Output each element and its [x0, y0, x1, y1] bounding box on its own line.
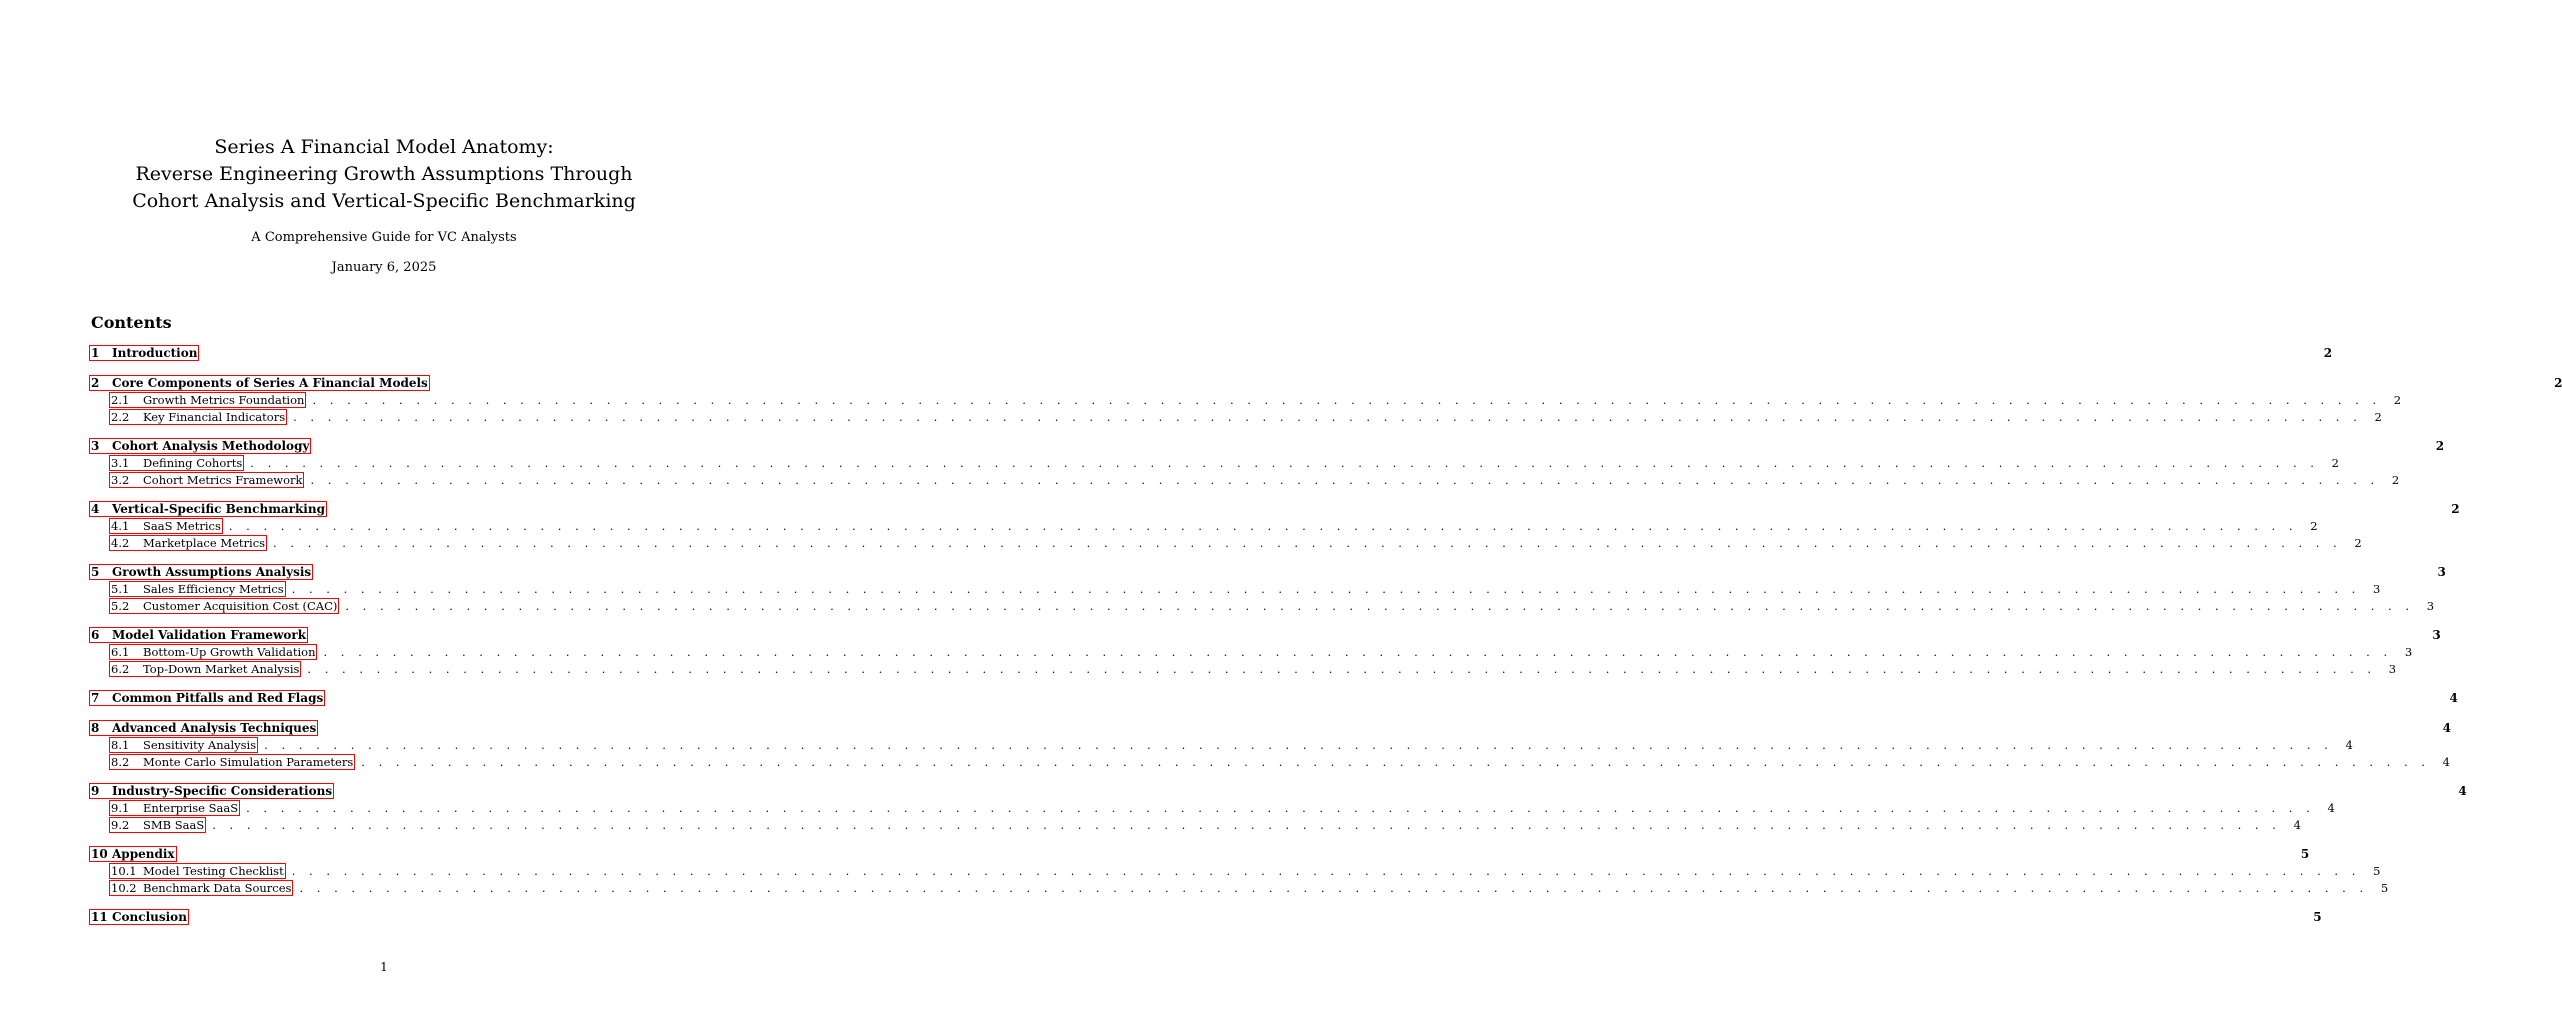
toc-subsection-row — [91, 800, 2335, 817]
title-line-1: Series A Financial Model Anatomy: — [214, 136, 554, 158]
toc-entry-title: Sensitivity Analysis — [143, 738, 257, 753]
toc-entry-number: 2.2 — [111, 409, 130, 424]
toc-subsection-link[interactable] — [109, 472, 304, 488]
toc-page-number: 2 — [2554, 376, 2562, 390]
toc-page-number: 2 — [2391, 472, 2400, 487]
toc-subsection-row — [91, 455, 2339, 472]
toc-entry-title: Benchmark Data Sources — [143, 880, 292, 895]
toc-page-number: 4 — [2449, 691, 2458, 705]
toc-entry-title: Enterprise SaaS — [143, 801, 239, 816]
toc-page-number: 2 — [2435, 439, 2445, 453]
toc-dot-leader: . . . . . . . . . . . . . . . . . . . . . . . . . . . . . . . . . . . . . . . . . . . . . . . . . . . . . . . . . . . . . . . . . . . . . . . . . . . . . . . . . . . . . . . . . . . . . . . . . . . . . . . . . . . . . . . . . . . . . . . . — [212, 817, 2281, 832]
toc-entry-title: Core Components of Series A Financial Models — [112, 376, 428, 390]
toc-subsection-link[interactable] — [109, 598, 339, 614]
toc-section-link[interactable] — [89, 345, 199, 361]
title-line-3: Cohort Analysis and Vertical-Specific Benchmarking — [132, 190, 636, 212]
contents-heading: Contents — [91, 313, 172, 332]
toc-page-number: 2 — [2323, 346, 2333, 360]
toc-subsection-link[interactable] — [109, 880, 293, 896]
toc-subsection-link[interactable] — [109, 392, 306, 408]
toc-section-block — [91, 845, 2389, 896]
toc-subsection-row — [91, 535, 2362, 552]
toc-section-link[interactable] — [89, 720, 318, 736]
toc-entry-title: Defining Cohorts — [143, 456, 243, 471]
toc-dot-leader: . . . . . . . . . . . . . . . . . . . . . . . . . . . . . . . . . . . . . . . . . . . . . . . . . . . . . . . . . . . . . . . . . . . . . . . . . . . . . . . . . . . . . . . . . . . . . . . . . . . . . . . . . . . . . . . . . . . . . . . . — [264, 738, 2333, 753]
toc-entry-number: 6.2 — [111, 661, 130, 676]
toc-subsection-link[interactable] — [109, 581, 286, 597]
toc-section-link[interactable] — [89, 501, 327, 517]
toc-entry-number: 3.2 — [111, 472, 130, 487]
toc-subsection-link[interactable] — [109, 661, 301, 677]
toc-entry-title: Cohort Metrics Framework — [143, 472, 303, 487]
toc-entry-title: Marketplace Metrics — [143, 535, 266, 550]
toc-dot-leader: . . . . . . . . . . . . . . . . . . . . . . . . . . . . . . . . . . . . . . . . . . . . . . . . . . . . . . . . . . . . . . . . . . . . . . . . . . . . . . . . . . . . . . . . . . . . . . . . . . . . . . . . . . . . . . . . . . . . . . . . — [228, 519, 2298, 534]
toc-dot-leader: . . . . . . . . . . . . . . . . . . . . . . . . . . . . . . . . . . . . . . . . . . . . . . . . . . . . . . . . . . . . . . . . . . . . . . . . . . . . . . . . . . . . . . . . . . . . . . . . . . . . . . . . . . . . . . . . . . . . . . . . — [246, 801, 2315, 816]
toc-entry-title: Key Financial Indicators — [143, 409, 286, 424]
toc-entry-number: 5.2 — [111, 598, 130, 613]
toc-entry-number: 8.2 — [111, 754, 130, 769]
toc-subsection-row — [91, 661, 2397, 678]
toc-entry-title: SaaS Metrics — [143, 519, 221, 534]
toc-dot-leader: . . . . . . . . . . . . . . . . . . . . . . . . . . . . . . . . . . . . . . . . . . . . . . . . . . . . . . . . . . . . . . . . . . . . . . . . . . . . . . . . . . . . . . . . . . . . . . . . . . . . . . . . . . . . . . . . . . . . . . . . — [299, 880, 2369, 895]
toc-entry-number: 10.2 — [111, 880, 137, 895]
toc-subsection-link[interactable] — [109, 800, 240, 816]
title-line-2: Reverse Engineering Growth Assumptions Through — [135, 163, 633, 185]
toc-section-row — [91, 626, 2441, 644]
toc-page-number: 3 — [2373, 582, 2381, 597]
toc-dot-leader: . . . . . . . . . . . . . . . . . . . . . . . . . . . . . . . . . . . . . . . . . . . . . . . . . . . . . . . . . . . . . . . . . . . . . . . . . . . . . . . . . . . . . . . . . . . . . . . . . . . . . . . . . . . . . . . . . . . . . . . . — [323, 645, 2393, 660]
toc-entry-number: 10.1 — [111, 864, 137, 879]
toc-section-link[interactable] — [89, 564, 313, 580]
toc-page-number: 2 — [2354, 535, 2362, 550]
toc-section-block — [91, 719, 2451, 770]
toc-dot-leader: . . . . . . . . . . . . . . . . . . . . . . . . . . . . . . . . . . . . . . . . . . . . . . . . . . . . . . . . . . . . . . . . . . . . . . . . . . . . . . . . . . . . . . . . . . . . . . . . . . . . . . . . . . . . . . . . . . . . . . . . — [310, 472, 2380, 487]
toc-entry-title: Vertical-Specific Benchmarking — [112, 502, 325, 516]
toc-section-link[interactable] — [89, 438, 311, 454]
toc-subsection-row — [91, 644, 2413, 661]
toc-page-number: 4 — [2442, 754, 2450, 769]
toc-dot-leader: . . . . . . . . . . . . . . . . . . . . . . . . . . . . . . . . . . . . . . . . . . . . . . . . . . . . . . . . . . . . . . . . . . . . . . . . . . . . . . . . . . . . . . . . . . . . . . . . . . . . . . . . . . . . . . . . . . . . . . . . — [291, 582, 2361, 597]
toc-section-row — [91, 908, 2322, 926]
toc-entry-number: 8 — [91, 721, 100, 735]
toc-section-block — [91, 689, 2458, 707]
page-number: 1 — [380, 960, 388, 974]
toc-page-number: 2 — [2331, 456, 2339, 471]
toc-section-link[interactable] — [89, 627, 308, 643]
toc-page-number: 5 — [2300, 847, 2310, 861]
toc-page-number: 3 — [2388, 661, 2397, 676]
toc-dot-leader: . . . . . . . . . . . . . . . . . . . . . . . . . . . . . . . . . . . . . . . . . . . . . . . . . . . . . . . . . . . . . . . . . . . . . . . . . . . . . . . . . . . . . . . . . . . . . . . . . . . . . . . . . . . . . . . . . . . . . . . . — [293, 409, 2362, 424]
toc-entry-number: 9 — [91, 784, 100, 798]
toc-subsection-row — [91, 880, 2389, 897]
toc-section-row — [91, 845, 2310, 863]
toc-page-number: 2 — [2374, 409, 2382, 424]
toc-subsection-link[interactable] — [109, 455, 244, 471]
toc-dot-leader: . . . . . . . . . . . . . . . . . . . . . . . . . . . . . . . . . . . . . . . . . . . . . . . . . . . . . . . . . . . . . . . . . . . . . . . . . . . . . . . . . . . . . . . . . . . . . . . . . . . . . . . . . . . . . . . . . . . . . . . . — [250, 456, 2319, 471]
toc-entry-title: Advanced Analysis Techniques — [112, 721, 317, 735]
toc-entry-title: Bottom-Up Growth Validation — [143, 645, 316, 660]
toc-section-block — [91, 782, 2467, 833]
toc-section-block — [91, 908, 2322, 926]
toc-page-number: 5 — [2380, 880, 2389, 895]
toc-entry-number: 4.1 — [111, 519, 130, 534]
toc-section-link[interactable] — [89, 846, 177, 862]
toc-subsection-link[interactable] — [109, 535, 267, 551]
toc-entry-number: 6 — [91, 628, 100, 642]
toc-section-block — [91, 344, 2333, 362]
toc-page-number: 4 — [2345, 738, 2353, 753]
toc-section-link[interactable] — [89, 909, 189, 925]
document-subtitle: A Comprehensive Guide for VC Analysts — [251, 230, 517, 245]
toc-page-number: 4 — [2327, 801, 2335, 816]
toc-section-link[interactable] — [89, 690, 325, 706]
toc-subsection-link[interactable] — [109, 409, 287, 425]
toc-subsection-link[interactable] — [109, 518, 223, 534]
toc-section-row — [91, 500, 2460, 518]
toc-page-number: 2 — [2451, 502, 2460, 516]
toc-section-block — [91, 626, 2441, 677]
toc-subsection-row — [91, 392, 2402, 409]
toc-page-number: 5 — [2373, 864, 2381, 879]
toc-subsection-row — [91, 754, 2450, 771]
toc-section-link[interactable] — [89, 783, 334, 799]
toc-section-row — [91, 344, 2333, 362]
toc-entry-title: Appendix — [112, 847, 175, 861]
document-title — [0, 134, 768, 215]
toc-section-row — [91, 437, 2445, 455]
toc-subsection-link[interactable] — [109, 817, 206, 833]
toc-section-row — [91, 563, 2446, 581]
toc-entry-title: Customer Acquisition Cost (CAC) — [143, 598, 338, 613]
toc-subsection-row — [91, 598, 2435, 615]
toc-entry-number: 1 — [91, 346, 100, 360]
toc-entry-title: Industry-Specific Considerations — [112, 784, 333, 798]
toc-entry-title: Cohort Analysis Methodology — [112, 439, 310, 453]
toc-page-number: 2 — [2310, 519, 2318, 534]
toc-section-row — [91, 782, 2467, 800]
toc-entry-title: Conclusion — [112, 910, 187, 924]
toc-entry-number: 10 — [91, 847, 108, 861]
toc-entry-number: 8.1 — [111, 738, 130, 753]
toc-page-number: 4 — [2442, 721, 2451, 735]
toc-dot-leader: . . . . . . . . . . . . . . . . . . . . . . . . . . . . . . . . . . . . . . . . . . . . . . . . . . . . . . . . . . . . . . . . . . . . . . . . . . . . . . . . . . . . . . . . . . . . . . . . . . . . . . . . . . . . . . . . . . . . . . . . — [361, 754, 2430, 769]
document-date: January 6, 2025 — [331, 260, 437, 275]
toc-subsection-link[interactable] — [109, 737, 258, 753]
toc-page-number: 3 — [2426, 598, 2435, 613]
toc-entry-number: 11 — [91, 910, 108, 924]
toc-dot-leader: . . . . . . . . . . . . . . . . . . . . . . . . . . . . . . . . . . . . . . . . . . . . . . . . . . . . . . . . . . . . . . . . . . . . . . . . . . . . . . . . . . . . . . . . . . . . . . . . . . . . . . . . . . . . . . . . . . . . . . . . — [273, 535, 2342, 550]
toc-entry-number: 3.1 — [111, 456, 130, 471]
toc-entry-number: 6.1 — [111, 645, 130, 660]
toc-entry-number: 2 — [91, 376, 100, 390]
toc-section-block — [91, 563, 2446, 614]
toc-section-block — [91, 500, 2460, 551]
toc-subsection-row — [91, 737, 2353, 754]
toc-subsection-row — [91, 518, 2318, 535]
toc-subsection-link[interactable] — [109, 863, 286, 879]
toc-entry-number: 2.1 — [111, 393, 130, 408]
toc-subsection-link[interactable] — [109, 754, 355, 770]
toc-entry-title: Introduction — [112, 346, 198, 360]
toc-entry-number: 9.2 — [111, 817, 130, 832]
toc-entry-number: 5 — [91, 565, 100, 579]
toc-subsection-row — [91, 472, 2400, 489]
toc-section-block — [91, 437, 2445, 488]
toc-page-number: 4 — [2458, 784, 2467, 798]
toc-subsection-link[interactable] — [109, 644, 317, 660]
toc-entry-number: 7 — [91, 691, 100, 705]
toc-page-number: 4 — [2293, 817, 2301, 832]
toc-entry-title: Monte Carlo Simulation Parameters — [143, 754, 354, 769]
toc-entry-number: 4.2 — [111, 535, 130, 550]
toc-page-number: 5 — [2313, 910, 2322, 924]
toc-dot-leader: . . . . . . . . . . . . . . . . . . . . . . . . . . . . . . . . . . . . . . . . . . . . . . . . . . . . . . . . . . . . . . . . . . . . . . . . . . . . . . . . . . . . . . . . . . . . . . . . . . . . . . . . . . . . . . . . . . . . . . . . — [291, 864, 2361, 879]
toc-entry-title: SMB SaaS — [143, 817, 205, 832]
toc-section-row — [91, 689, 2458, 707]
toc-subsection-row — [91, 581, 2381, 598]
toc-subsection-row — [91, 409, 2382, 426]
toc-entry-number: 4 — [91, 502, 100, 516]
toc-section-row — [91, 719, 2451, 737]
toc-entry-title: Top-Down Market Analysis — [143, 661, 300, 676]
toc-page-number: 3 — [2437, 565, 2446, 579]
toc-entry-number: 9.1 — [111, 801, 130, 816]
toc-dot-leader: . . . . . . . . . . . . . . . . . . . . . . . . . . . . . . . . . . . . . . . . . . . . . . . . . . . . . . . . . . . . . . . . . . . . . . . . . . . . . . . . . . . . . . . . . . . . . . . . . . . . . . . . . . . . . . . . . . . . . . . . — [312, 393, 2382, 408]
toc-subsection-row — [91, 817, 2301, 834]
toc-entry-title: Growth Metrics Foundation — [143, 393, 305, 408]
toc-entry-title: Common Pitfalls and Red Flags — [112, 691, 324, 705]
toc-dot-leader: . . . . . . . . . . . . . . . . . . . . . . . . . . . . . . . . . . . . . . . . . . . . . . . . . . . . . . . . . . . . . . . . . . . . . . . . . . . . . . . . . . . . . . . . . . . . . . . . . . . . . . . . . . . . . . . . . . . . . . . . — [307, 661, 2377, 676]
toc-page-number: 3 — [2404, 645, 2413, 660]
toc-page-number: 2 — [2393, 393, 2402, 408]
toc-entry-title: Model Testing Checklist — [143, 864, 284, 879]
toc-subsection-row — [91, 863, 2381, 880]
toc-entry-number: 5.1 — [111, 582, 130, 597]
toc-section-link[interactable] — [89, 375, 430, 391]
toc-entry-title: Growth Assumptions Analysis — [112, 565, 312, 579]
toc-entry-title: Model Validation Framework — [112, 628, 307, 642]
toc-section-block — [91, 374, 2562, 425]
toc-entry-number: 3 — [91, 439, 100, 453]
toc-section-row — [91, 374, 2562, 392]
toc-entry-title: Sales Efficiency Metrics — [143, 582, 284, 597]
toc-page-number: 3 — [2432, 628, 2441, 642]
toc-dot-leader: . . . . . . . . . . . . . . . . . . . . . . . . . . . . . . . . . . . . . . . . . . . . . . . . . . . . . . . . . . . . . . . . . . . . . . . . . . . . . . . . . . . . . . . . . . . . . . . . . . . . . . . . . . . . . . . . . . . . . . . . — [345, 598, 2415, 613]
table-of-contents — [91, 344, 2562, 938]
